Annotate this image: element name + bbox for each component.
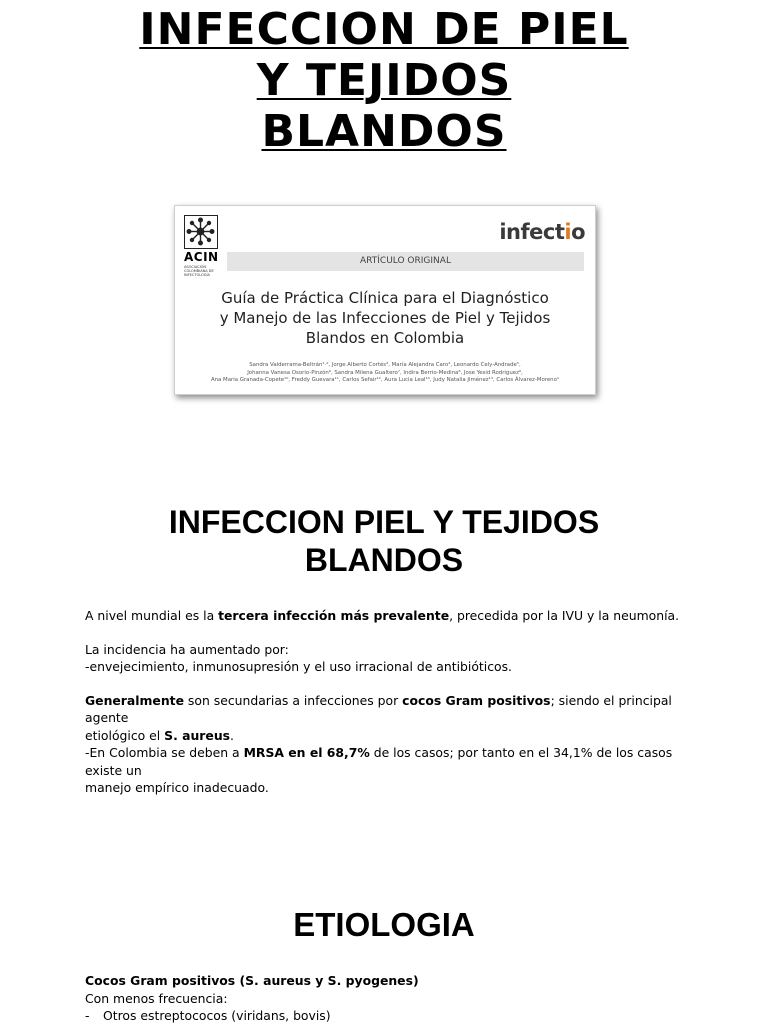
etiologia-body — [85, 972, 685, 1025]
article-image — [174, 205, 596, 395]
section-heading-infeccion: INFECCION PIEL Y TEJIDOS BLANDOS — [168, 504, 600, 578]
article-type-bar: ARTÍCULO ORIGINAL — [227, 252, 584, 271]
title-line-2: Y TEJIDOS — [256, 55, 512, 106]
page-title — [0, 4, 768, 157]
paragraph-etiology-summary: Generalmente son secundarias a infecciones por cocos Gram positivos; siendo el principal agente etiológico el S. aureus. -En Colombia se deben a MRSA en el 68,7% de los casos; por tanto en el 34,1% de los casos existe un manejo empírico inadecuado. — [85, 692, 673, 795]
etiologia-line-2: Con menos frecuencia: — [85, 990, 228, 1006]
etiologia-bullet — [85, 1007, 685, 1025]
section-body — [85, 607, 685, 797]
acin-subtitle: ASOCIACIÓN COLOMBIANA DE INFECTOLOGÍA — [184, 265, 214, 277]
paragraph-prevalence: A nivel mundial es la tercera infección más prevalente, precedida por la IVU y la neumonía. — [85, 608, 680, 623]
section-heading-etiologia: ETIOLOGIA — [293, 906, 475, 943]
acin-logo — [184, 215, 220, 275]
title-line-3: BLANDOS — [261, 106, 507, 157]
infectio-logo: infectio — [499, 220, 585, 244]
title-line-1: INFECCION DE PIEL — [139, 4, 629, 55]
bullet-dash: - — [85, 1008, 90, 1023]
article-authors: Sandra Valderrama-Beltrán¹·², Jorge Alberto Cortés³, María Alejandra Caro⁴, Leonardo Cely-Andrade⁵, Johanna Vanesa Osorio-Pinzón⁶, Sandra Milena Gualtero⁷, Indira Berrio-Medina⁸, Jose Yesid Rodriguez⁹, Ana Maria Granada-Copete¹⁰, Freddy Guevara¹¹, Carlos Sefair¹², Aura Lucia Leal¹³, Judy Natalia Jiménez¹⁴, Carlos Álvarez-Moreno¹ — [210, 362, 560, 384]
article-heading: Guía de Práctica Clínica para el Diagnóstico y Manejo de las Infecciones de Piel y Tejidos Blandos en Colombia — [219, 289, 551, 347]
paragraph-incidence: La incidencia ha aumentado por: -envejecimiento, inmunosupresión y el uso irracional de antibióticos. — [85, 641, 512, 674]
acin-emblem-icon — [184, 215, 218, 249]
acin-name: ACIN — [184, 250, 219, 264]
bullet-text: Otros estreptococos (viridans, bovis) — [103, 1008, 331, 1023]
etiologia-line-1: Cocos Gram positivos (S. aureus y S. pyogenes) — [85, 973, 419, 988]
